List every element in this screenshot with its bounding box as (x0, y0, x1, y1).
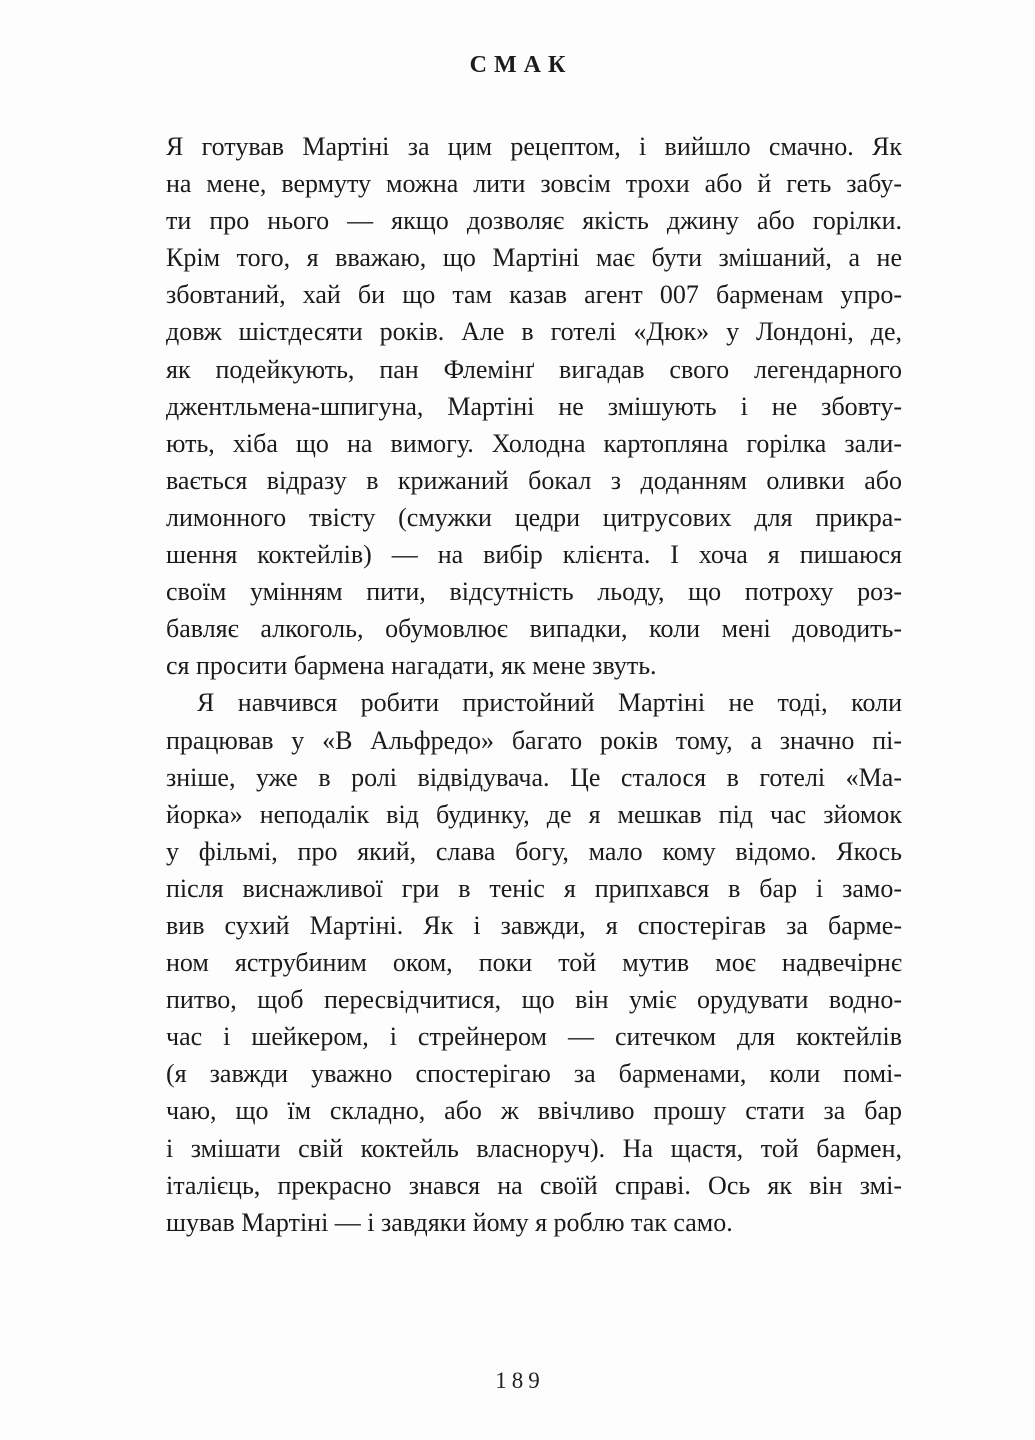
text-line: (я завжди уважно спостерігаю за барменами, коли помі- (166, 1059, 902, 1089)
body-text (166, 128, 902, 1241)
text-line: чаю, що їм складно, або ж ввічливо прошу стати за бар (166, 1096, 902, 1126)
text-line: вив сухий Мартіні. Як і завжди, я спостерігав за барме- (166, 910, 902, 940)
text-line: бавляє алкоголь, обумовлює випадки, коли мені доводить- (166, 614, 902, 644)
text-line: і змішати свій коктейль власноруч). На щастя, той бармен, (166, 1133, 902, 1163)
text-line: ють, хіба що на вимогу. Холодна картопляна горілка зали- (166, 428, 902, 458)
text-line: на мене, вермуту можна лити зовсім трохи або й геть забу- (166, 169, 902, 199)
chapter-title: СМАК (469, 52, 573, 78)
text-line: ном яструбиним оком, поки той мутив моє надвечірнє (166, 948, 902, 978)
page-number: 189 (495, 1368, 545, 1393)
text-line: Я готував Мартіні за цим рецептом, і вийшло смачно. Як (166, 132, 902, 161)
text-line: вається відразу в крижаний бокал з доданням оливки або (166, 465, 902, 495)
text-line: своїм умінням пити, відсутність льоду, що потроху роз- (166, 577, 902, 607)
text-line: питво, щоб пересвідчитися, що він уміє орудувати водно- (166, 985, 902, 1015)
text-line: довж шістдесяти років. Але в готелі «Дюк» у Лондоні, де, (166, 317, 902, 347)
text-line: лимонного твісту (смужки цедри цитрусових для прикра- (166, 502, 902, 532)
text-line: джентльмена-шпигуна, Мартіні не змішують і не збовту- (166, 391, 902, 421)
paragraph (166, 128, 902, 684)
text-line: італієць, прекрасно знався на своїй справі. Ось як він змі- (166, 1170, 902, 1200)
text-line: збовтаний, хай би що там казав агент 007 барменам упро- (166, 280, 902, 310)
text-line: шення коктейлів) — на вибір клієнта. І хоча я пишаюся (166, 540, 902, 570)
text-line: ся просити бармена нагадати, як мене звуть. (166, 651, 657, 681)
text-line: йорка» неподалік від будинку, де я мешкав під час зйомок (166, 799, 902, 829)
paragraph (166, 684, 902, 1240)
text-line: час і шейкером, і стрейнером — ситечком для коктейлів (166, 1022, 902, 1052)
text-line: у фільмі, про який, слава богу, мало кому відомо. Якось (166, 836, 902, 866)
text-line: зніше, уже в ролі відвідувача. Це сталося в готелі «Ма- (166, 762, 902, 792)
text-line: як подейкують, пан Флемінґ вигадав свого легендарного (166, 354, 902, 384)
text-line: Крім того, я вважаю, що Мартіні має бути змішаний, а не (166, 243, 902, 273)
text-line: Я навчився робити пристойний Мартіні не тоді, коли (197, 688, 902, 718)
text-line: після виснажливої гри в теніс я припхався в бар і замо- (166, 873, 902, 903)
text-line: шував Мартіні — і завдяки йому я роблю так само. (166, 1207, 733, 1237)
text-line: ти про нього — якщо дозволяє якість джину або горілки. (166, 206, 902, 236)
text-line: працював у «В Альфредо» багато років тому, а значно пі- (166, 725, 902, 755)
